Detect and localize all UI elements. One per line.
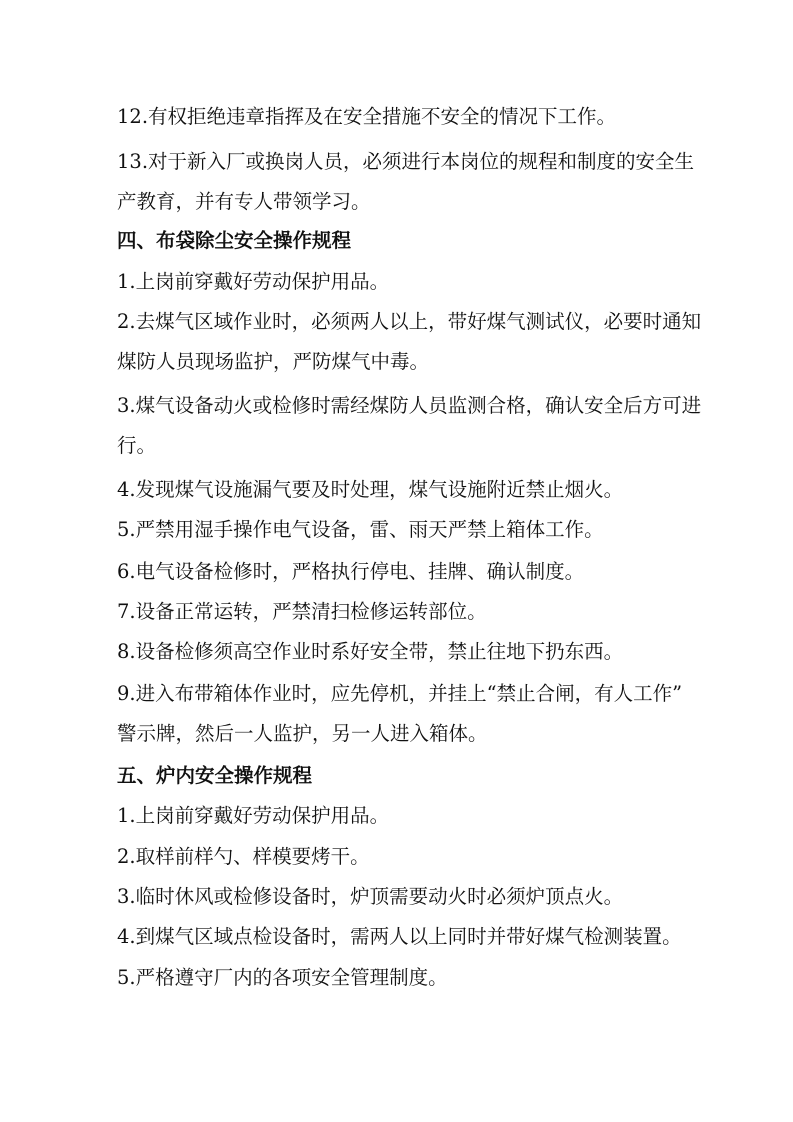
text-line: 3.临时休风或检修设备时，炉顶需要动火时必须炉顶点火。 [117,885,624,908]
text-line: 5.严禁用湿手操作电气设备，雷、雨天严禁上箱体工作。 [117,518,604,541]
text-line: 1.上岗前穿戴好劳动保护用品。 [117,270,390,293]
text-line: 警示牌，然后一人监护，另一人进入箱体。 [117,722,488,745]
text-line: 产教育，并有专人带领学习。 [117,190,371,213]
text-line: 2.去煤气区域作业时，必须两人以上，带好煤气测试仪，必要时通知 [117,310,702,333]
text-line: 3.煤气设备动火或检修时需经煤防人员监测合格，确认安全后方可进 [117,394,702,417]
text-line: 2.取样前样勺、样模要烤干。 [117,845,370,868]
text-line: 4.到煤气区域点检设备时，需两人以上同时并带好煤气检测装置。 [117,925,682,948]
text-line: 6.电气设备检修时，严格执行停电、挂牌、确认制度。 [117,560,585,583]
text-line: 8.设备检修须高空作业时系好安全带，禁止往地下扔东西。 [117,640,624,663]
text-line: 12.有权拒绝违章指挥及在安全措施不安全的情况下工作。 [117,105,617,128]
text-line: 1.上岗前穿戴好劳动保护用品。 [117,804,390,827]
text-line: 5.严格遵守厂内的各项安全管理制度。 [117,966,448,989]
text-line: 9.进入布带箱体作业时，应先停机，并挂上“禁止合闸，有人工作” [117,682,683,705]
text-line: 4.发现煤气设施漏气要及时处理，煤气设施附近禁止烟火。 [117,478,624,501]
text-line: 行。 [117,434,157,457]
text-line: 煤防人员现场监护，严防煤气中毒。 [117,350,430,373]
section-heading: 四、布袋除尘安全操作规程 [117,229,352,252]
section-heading: 五、炉内安全操作规程 [117,764,313,787]
text-line: 7.设备正常运转，严禁清扫检修运转部位。 [117,600,487,623]
text-line: 13.对于新入厂或换岗人员，必须进行本岗位的规程和制度的安全生 [117,150,695,173]
